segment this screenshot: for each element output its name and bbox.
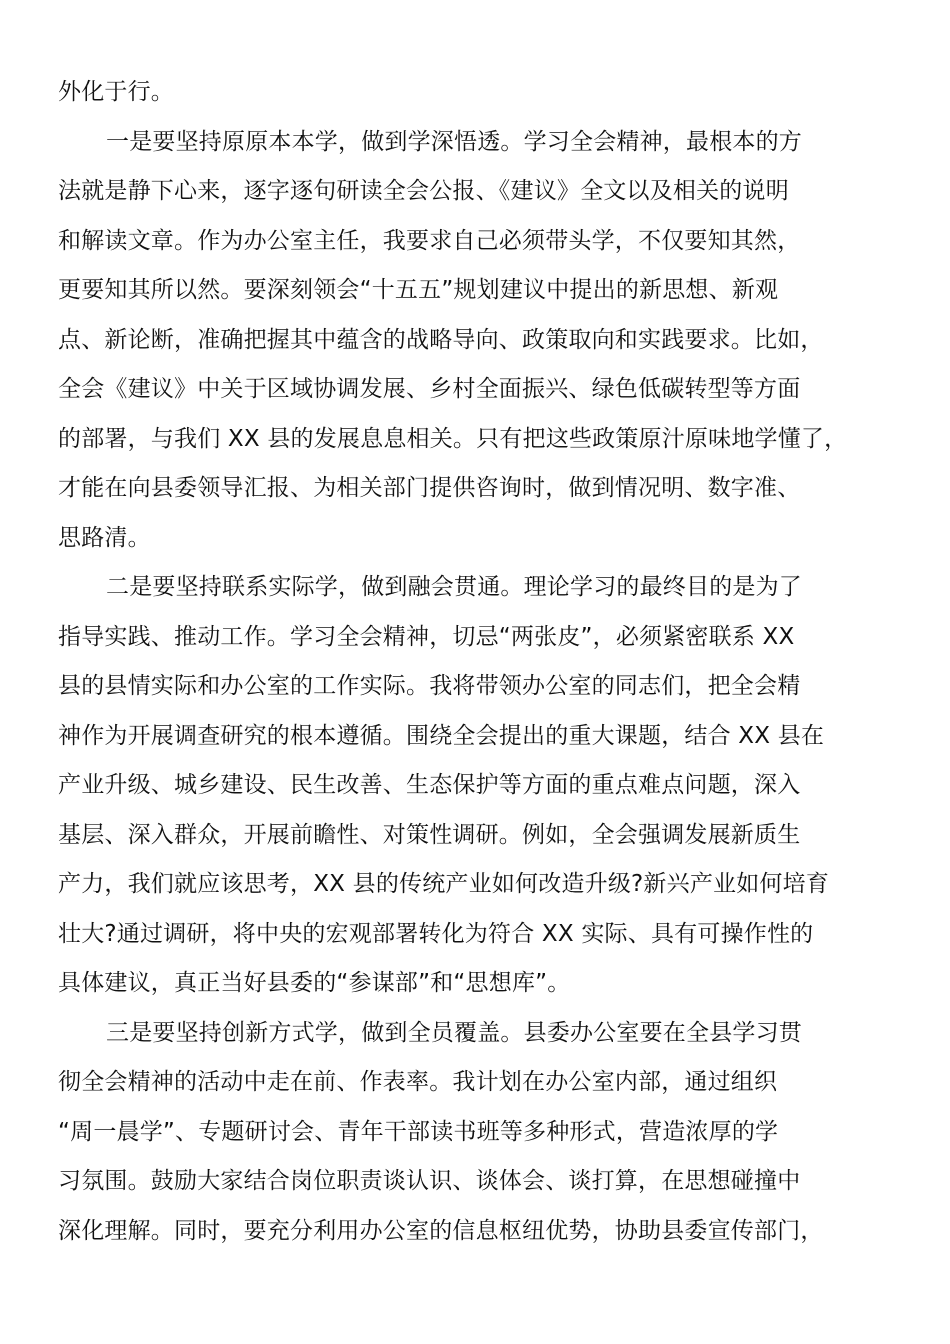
text-line: 点、新论断，准确把握其中蕴含的战略导向、政策取向和实践要求。比如，: [58, 326, 824, 353]
text-line: 和解读文章。作为办公室主任，我要求自己必须带头学，不仅要知其然，: [58, 227, 801, 254]
paragraph-first-line: 三是要坚持创新方式学，做到全员覆盖。县委办公室要在全县学习贯: [106, 1019, 802, 1046]
text-line: 思路清。: [58, 524, 151, 551]
text-line: 县的县情实际和办公室的工作实际。我将带领办公室的同志们，把全会精: [58, 673, 801, 699]
text-line: 产力，我们就应该思考，XX 县的传统产业如何改造升级?新兴产业如何培育: [58, 871, 830, 897]
text-line: 产业升级、城乡建设、民生改善、生态保护等方面的重点难点问题，深入: [58, 772, 801, 798]
text-line: 指导实践、推动工作。学习全会精神，切忌“两张皮”，必须紧密联系 XX: [58, 623, 795, 650]
text-line: 深化理解。同时，要充分利用办公室的信息枢纽优势，协助县委宣传部门，: [58, 1217, 824, 1244]
text-line: 基层、深入群众，开展前瞻性、对策性调研。例如，全会强调发展新质生: [58, 821, 801, 848]
text-line: 更要知其所以然。要深刻领会“十五五”规划建议中提出的新思想、新观: [58, 277, 779, 303]
text-line: 才能在向县委领导汇报、为相关部门提供咨询时，做到情况明、数字准、: [58, 475, 801, 501]
text-line: 习氛围。鼓励大家结合岗位职责谈认识、谈体会、谈打算，在思想碰撞中: [58, 1168, 801, 1194]
text-line: 外化于行。: [58, 79, 174, 105]
text-line: 彻全会精神的活动中走在前、作表率。我计划在办公室内部，通过组织: [58, 1069, 778, 1095]
text-line: 壮大?通过调研，将中央的宏观部署转化为符合 XX 实际、具有可操作性的: [58, 920, 814, 947]
text-line: 具体建议，真正当好县委的“参谋部”和“思想库”。: [58, 970, 571, 996]
paragraph-first-line: 二是要坚持联系实际学，做到融会贯通。理论学习的最终目的是为了: [106, 574, 802, 600]
text-line: 的部署，与我们 XX 县的发展息息相关。只有把这些政策原汁原味地学懂了，: [58, 425, 848, 452]
paragraph-first-line: 一是要坚持原原本本学，做到学深悟透。学习全会精神，最根本的方: [106, 128, 802, 155]
text-line: 法就是静下心来，逐字逐句研读全会公报、《建议》全文以及相关的说明: [58, 178, 789, 204]
document-body: [58, 68, 890, 1256]
text-line: 全会《建议》中关于区域协调发展、乡村全面振兴、绿色低碳转型等方面: [58, 376, 801, 402]
text-line: 神作为开展调查研究的根本遵循。围绕全会提出的重大课题，结合 XX 县在: [58, 722, 825, 749]
text-line: “周一晨学”、专题研讨会、青年干部读书班等多种形式，营造浓厚的学: [58, 1118, 779, 1145]
